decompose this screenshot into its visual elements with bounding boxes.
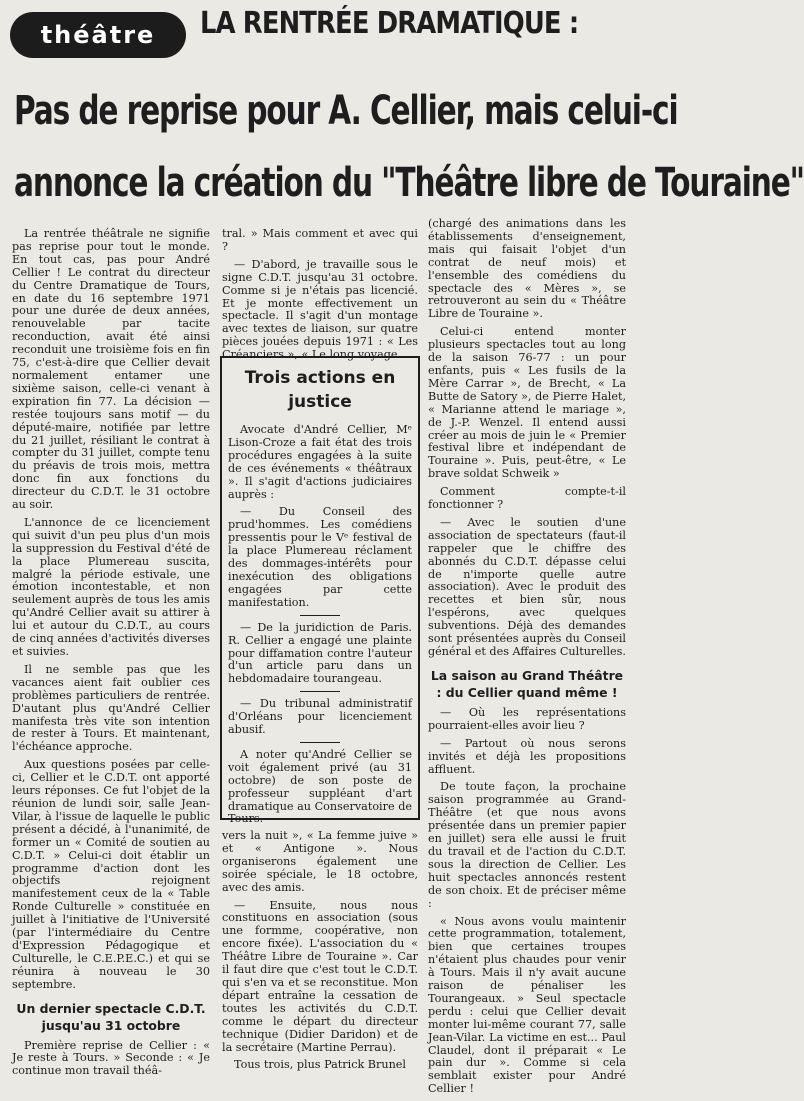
subheading: Un dernier spectacle C.D.T. jusqu'au 31 octobre	[16, 1000, 206, 1033]
paragraph: Celui-ci entend monter plusieurs spectacles tout au long de la saison 76-77 : un pour enfants, puis « Les fusils de la Mère Carrar », de Brecht, « La Butte de Satory », de Pierre Halet, « Marianne attend le mariage », de J.-P. Wenzel. Il entend aussi créer au mois de juin le « Premier festival libre et indépendant de Touraine ». Puis, peut-être, « Le brave soldat Schweik »	[428, 325, 626, 481]
divider	[300, 691, 340, 692]
paragraph: « Nous avons voulu maintenir cette programmation, totalement, bien que certaines troupes n'étaient plus chaudes pour venir à Tours. Mais il n'y avait aucune raison de pénaliser les Tourangeaux. » Seul spectacle perdu : celui que Cellier devait monter lui-même courant 77, salle Jean-Vilar. La victime en est... Paul Claudel, dont il préparait « Le pain dur ». Comme si cela semblait exister pour André Cellier !	[428, 914, 626, 1096]
paragraph: — Du Conseil des prud'hommes. Les comédiens pressentis pour le Vᵉ festival de la place Plumereau réclament des dommages-intérêts pour inexécution des obligations engagées par cette manifestation.	[228, 505, 412, 609]
kicker-title: LA RENTRÉE DRAMATIQUE :	[200, 6, 579, 41]
paragraph: Avocate d'André Cellier, Mᵉ Lison-Croze a fait état des trois procédures engagées à la suite de ces événements « théâtraux ». Il s'agit d'actions judiciaires auprès :	[228, 423, 412, 501]
section-badge-label: théâtre	[40, 21, 156, 49]
article-column-1	[12, 228, 210, 1083]
sidebar-box	[220, 356, 420, 826]
divider	[300, 742, 340, 743]
subheading: La saison au Grand Théâtre : du Cellier quand même !	[430, 667, 624, 700]
paragraph: Première reprise de Cellier : « Je reste à Tours. » Seconde : « Je continue mon travail théâ-	[12, 1038, 210, 1078]
section-badge	[10, 12, 186, 58]
headline-line-2: annonce la création du "Théâtre libre de Touraine"	[14, 160, 804, 206]
paragraph: De toute façon, la prochaine saison programmée au Grand-Théâtre (et que nous avons présentée dans un premier papier en juillet) sera elle aussi le fruit du travail et de l'action du C.D.T. sous la direction de Cellier. Les huit spectacles annoncés restent de son choix. Et de préciser même :	[428, 780, 626, 910]
paragraph: — Partout où nous serons invités et déjà les propositions affluent.	[428, 736, 626, 776]
paragraph: — D'abord, je travaille sous le signe C.D.T. jusqu'au 31 octobre. Comme si je n'étais pas licencié. Et je monte effectivement un spectacle. Il s'agit d'un montage avec textes de liaison, sur quatre pièces jouées depuis 1971 : « Les Créanciers », « Le long voyage	[222, 257, 418, 362]
paragraph: Il ne semble pas que les vacances aient fait oublier ces problèmes particuliers de rentrée. D'autant plus qu'André Cellier manifesta très vite son intention de rester à Tours. Et maintenant, l'échéance approche.	[12, 662, 210, 754]
box-title: Trois actions en justice	[244, 368, 396, 412]
paragraph: tral. » Mais comment et avec qui ?	[222, 227, 418, 253]
paragraph: — Ensuite, nous nous constituons en association (sous une formme, coopérative, non encore fixée). L'association du « Théâtre Libre de Touraine ». Car il faut dire que c'est tout le C.D.T. qui s'en va et se reconstitue. Mon départ entraîne la cessation de toutes les activités du C.D.T. comme le départ du directeur technique (Didier Daridon) et de la secrétaire (Martine Perrau).	[222, 898, 418, 1054]
article-column-3	[428, 218, 626, 1101]
paragraph: vers la nuit », « La femme juive » et « Antigone ». Nous organiserons également une soirée spéciale, le 18 octobre, avec des amis.	[222, 829, 418, 894]
paragraph: — Du tribunal administratif d'Orléans pour licenciement abusif.	[228, 697, 412, 737]
paragraph: A noter qu'André Cellier se voit également privé (au 31 octobre) de son poste de professeur suppléant d'art dramatique au Conservatoire de Tours.	[228, 747, 412, 826]
paragraph: — Avec le soutien d'une association de spectateurs (faut-il rappeler que le chiffre des abonnés du C.D.T. dépasse celui de n'importe quelle autre association). Avec le produit des recettes et bien sûr, nous l'espérons, avec quelques subventions. Déjà des demandes sont présentées auprès du Conseil général et des Affaires Culturelles.	[428, 515, 626, 658]
paragraph: Aux questions posées par celle-ci, Cellier et le C.D.T. ont apporté leurs réponses. Ce fut l'objet de la réunion de lundi soir, salle Jean-Vilar, à l'issue de laquelle le public présent a décidé, à l'unanimité, de former un « Comité de soutien au C.D.T. » Celui-ci doit établir un programme d'action dont les objectifs rejoignent manifestement ceux de la « Table Ronde Culturelle » constituée en juillet à l'initiative de l'Université (par l'intermédiaire du Centre d'Expression Pédagogique et Culturelle, le C.E.P.E.C.) et qui se réunira à nouveau le 30 septembre.	[12, 758, 210, 991]
article-column-2-bottom	[222, 830, 418, 1077]
paragraph: La rentrée théâtrale ne signifie pas reprise pour tout le monde. En tout cas, pas pour André Cellier ! Le contrat du directeur du Centre Dramatique de Tours, en date du 16 septembre 1971 pour une durée de deux années, renouvelable par tacite reconduction, avait été ainsi reconduit une troisième fois en fin 75, c'est-à-dire que Cellier devait normalement entamer une sixième saison, celle-ci venant à expiration fin 77. La décision — restée toujours sans motif — du député-maire, notifiée par lettre du 21 juillet, résiliant le contrat à compter du 31 juillet, compte tenu du préavis de trois mois, mettra donc fin aux fonctions du directeur du C.D.T. le 31 octobre au soir.	[12, 227, 210, 512]
paragraph: Comment compte-t-il fonctionner ?	[428, 485, 626, 512]
paragraph: (chargé des animations dans les établissements d'enseignement, mais qui faisait l'objet d'un contrat de neuf mois) et l'ensemble des comédiens du spectacle des « Mères », se retrouveront au sein du « Théâtre Libre de Touraine ».	[428, 217, 626, 321]
paragraph: — Où les représentations pourraient-elles avoir lieu ?	[428, 705, 626, 732]
paragraph: L'annonce de ce licenciement qui suivit d'un peu plus d'un mois la suppression du Festival d'été de la place Plumereau suscita, malgré la période estivale, une émotion incontestable, et non seulement auprès de tous les amis qu'André Cellier avait su attirer à lui et autour du C.D.T., au cours de cinq années d'activités diverses et suivies.	[12, 515, 210, 658]
box-body	[228, 424, 412, 826]
article-column-2	[222, 228, 418, 367]
divider	[300, 615, 340, 616]
paragraph: — De la juridiction de Paris. R. Cellier a engagé une plainte pour diffamation contre l'auteur d'un article paru dans un hebdomadaire tourangeau.	[228, 620, 412, 686]
headline-line-1: Pas de reprise pour A. Cellier, mais celui-ci	[14, 88, 678, 134]
paragraph: Tous trois, plus Patrick Brunel	[234, 1058, 406, 1072]
